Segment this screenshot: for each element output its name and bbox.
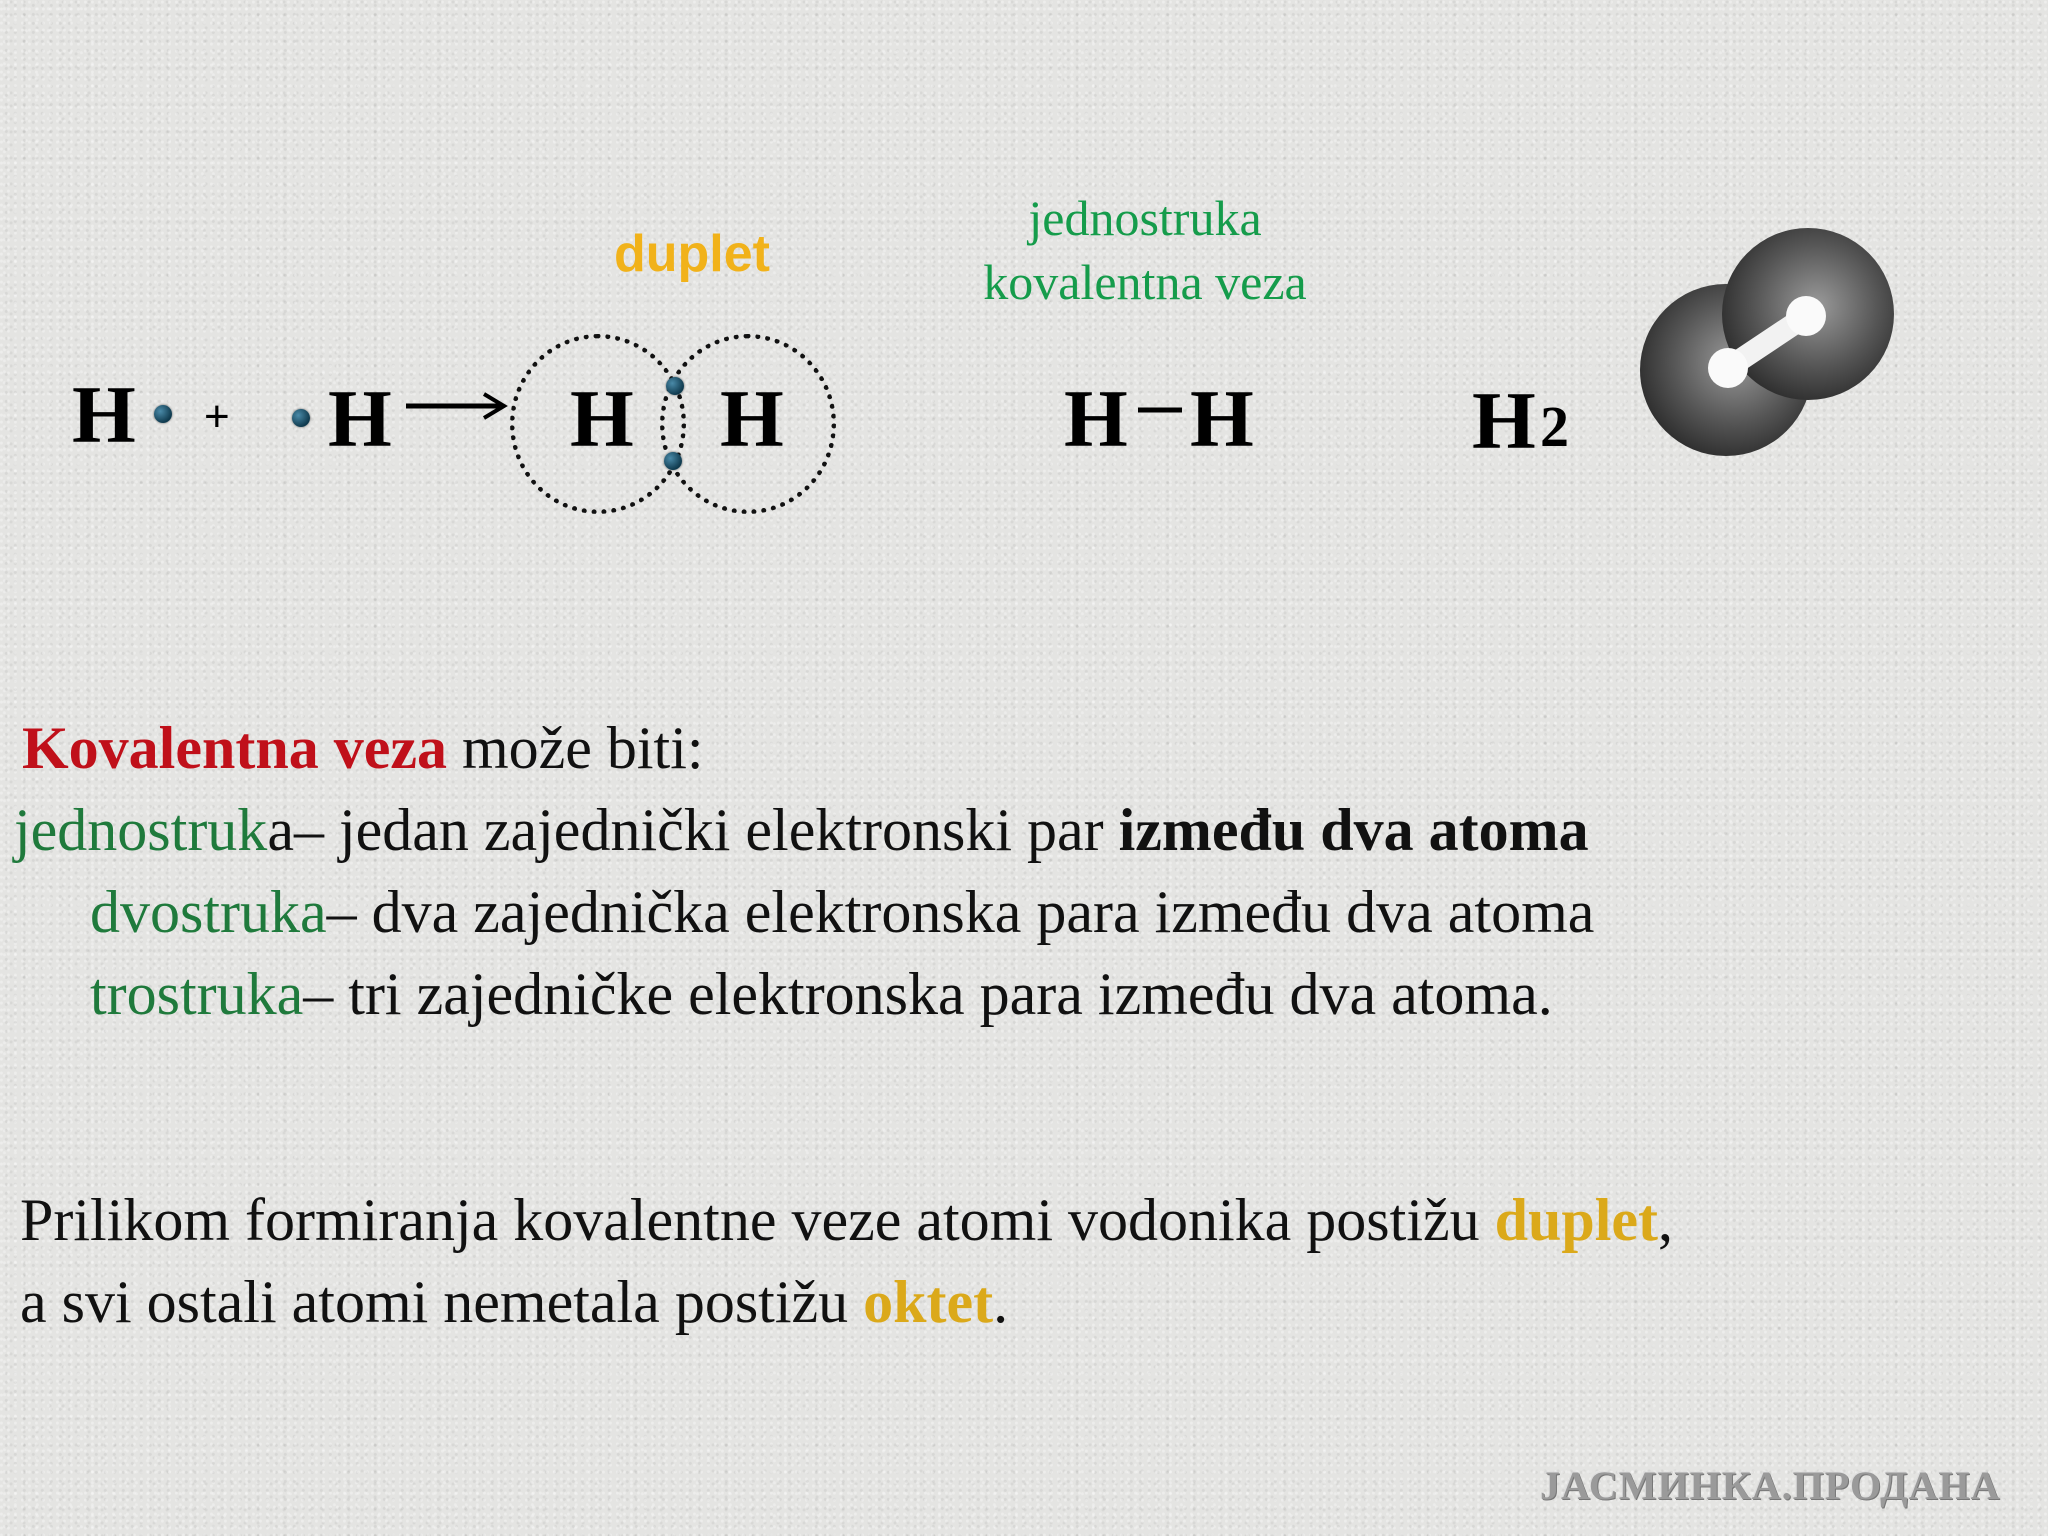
single-bond-line <box>1138 405 1182 415</box>
bond-type-label <box>960 186 1330 314</box>
text-line-2-connector: a– jedan zajednički elektronski par <box>267 797 1119 863</box>
hydrogen-atom-1: H <box>72 369 136 460</box>
plus-sign: + <box>204 392 230 441</box>
text-line-3 <box>90 879 1595 945</box>
note-line-2-end: . <box>993 1269 1009 1335</box>
text-line-4-rest: – tri zajedničke elektronska para između dva atoma. <box>303 961 1553 1027</box>
bond-type-label-line2: kovalentna veza <box>983 254 1307 310</box>
text-line-1 <box>22 715 704 781</box>
hydrogen-atom-structural-1: H <box>1064 373 1128 464</box>
text-line-4 <box>90 961 1553 1027</box>
single-bond-term: jednostruk <box>14 797 268 863</box>
octet-term: oktet <box>863 1269 994 1335</box>
bond-type-label-line1: jednostruka <box>1028 190 1262 246</box>
triple-bond-term: trostruka <box>90 961 304 1027</box>
note-line-1-text: Prilikom formiranja kovalentne veze atomi vodonika postižu <box>20 1187 1495 1253</box>
note-line-2 <box>20 1269 1009 1335</box>
formula-symbol: H <box>1472 375 1536 466</box>
note-line-2-text: a svi ostali atomi nemetala postižu <box>20 1269 864 1335</box>
hydrogen-atom-bonded-1: H <box>570 373 634 464</box>
text-line-1-rest: može biti: <box>446 715 704 781</box>
formula-subscript: 2 <box>1540 394 1569 459</box>
note-line-1-end: , <box>1658 1187 1674 1253</box>
h2-molecule-model-icon <box>1636 222 1904 462</box>
shared-electron-2 <box>664 452 682 470</box>
covalent-bond-term: Kovalentna veza <box>22 715 447 781</box>
electron-1 <box>154 405 172 423</box>
text-line-3-rest: – dva zajednička elektronska para između dva atoma <box>326 879 1595 945</box>
double-bond-term: dvostruka <box>90 879 327 945</box>
hydrogen-atom-bonded-2: H <box>720 373 784 464</box>
hydrogen-atom-2: H <box>328 373 392 464</box>
note-line-1 <box>20 1187 1674 1253</box>
duplet-label: duplet <box>614 225 770 283</box>
text-line-2 <box>14 797 1589 863</box>
shared-electron-1 <box>666 377 684 395</box>
duplet-term: duplet <box>1494 1187 1659 1253</box>
electron-2 <box>292 409 310 427</box>
text-line-2-bold: između dva atoma <box>1118 797 1589 863</box>
author-signature: ЈАСМИНКА.ПРОДАНА <box>1540 1463 2001 1508</box>
reaction-arrow-icon <box>404 388 508 424</box>
hydrogen-atom-structural-2: H <box>1190 373 1254 464</box>
